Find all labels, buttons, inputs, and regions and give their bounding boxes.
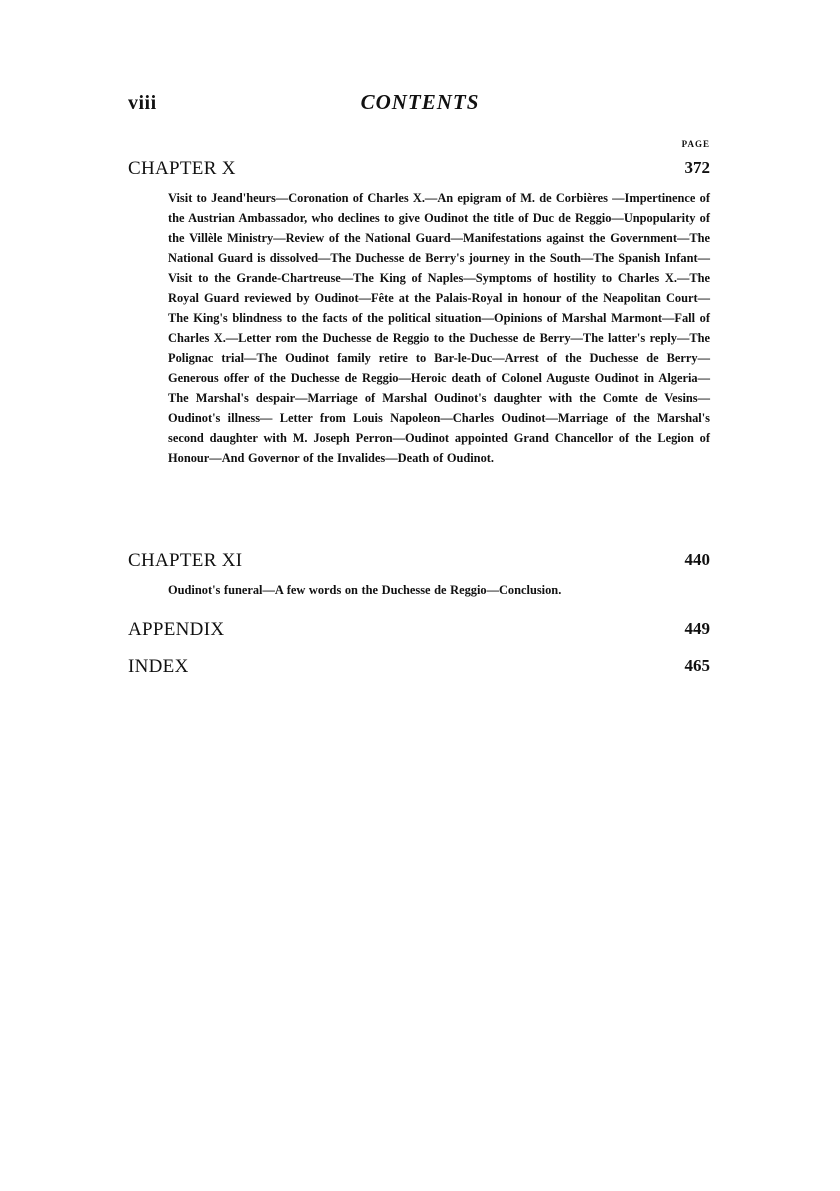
toc-entry-index [128,656,710,678]
entry-title: INDEX [128,656,189,677]
toc-entry-chapter-x [128,158,710,468]
toc-entry-chapter-xi [128,550,710,600]
entry-title: CHAPTER XI [128,550,243,571]
page-column-label: PAGE [681,139,710,149]
entry-heading [128,550,710,572]
entry-summary: Oudinot's funeral—A few words on the Duchesse de Reggio—Conclusion. [168,583,562,597]
entry-heading [128,158,710,180]
page-number: viii [128,92,157,114]
entry-page-number: 449 [684,619,710,638]
entry-page-number: 465 [684,656,710,675]
entry-page-number: 372 [684,158,710,177]
toc-entry-appendix [128,619,710,641]
running-title: CONTENTS [360,90,480,114]
entry-title: APPENDIX [128,619,225,640]
entry-summary: Visit to Jeand'heurs—Coronation of Charles X.—An epigram of M. de Corbières —Impertinence of the Austrian Ambassador, who declines to give Oudinot the title of Duc de Reggio—Unpopularity of the Villèle Ministry—Review of the National Guard—Manifestations against the Government—The National Guard is dissolved—The Duchesse de Berry's journey in the South—The Spanish Infant—Visit to the Grande-Chartreuse—The King of Naples—Symptoms of hostility to Charles X.—The Royal Guard reviewed by Oudinot—Fête at the Palais-Royal in honour of the Neapolitan Court—The King's blindness to the facts of the political situation—Opinions of Marshal Marmont—Fall of Charles X.—Letter rom the Duchesse de Reggio to the Duchesse de Berry—The latter's reply—The Polignac trial—The Oudinot family retire to Bar-le-Duc—Arrest of the Duchesse de Berry—Generous offer of the Duchesse de Reggio—Heroic death of Colonel Auguste Oudinot in Algeria—The Marshal's despair—Marriage of Marshal Oudinot's daughter with the Comte de Vesins—Oudinot's illness— Letter from Louis Napoleon—Charles Oudinot—Marriage of the Marshal's second daughter with M. Joseph Perron—Oudinot appointed Grand Chancellor of the Legion of Honour—And Governor of the Invalides—Death of Oudinot. [168,191,710,465]
entry-heading [128,656,710,678]
entry-page-number: 440 [684,550,710,569]
entry-heading [128,619,710,641]
entry-title: CHAPTER X [128,158,236,179]
